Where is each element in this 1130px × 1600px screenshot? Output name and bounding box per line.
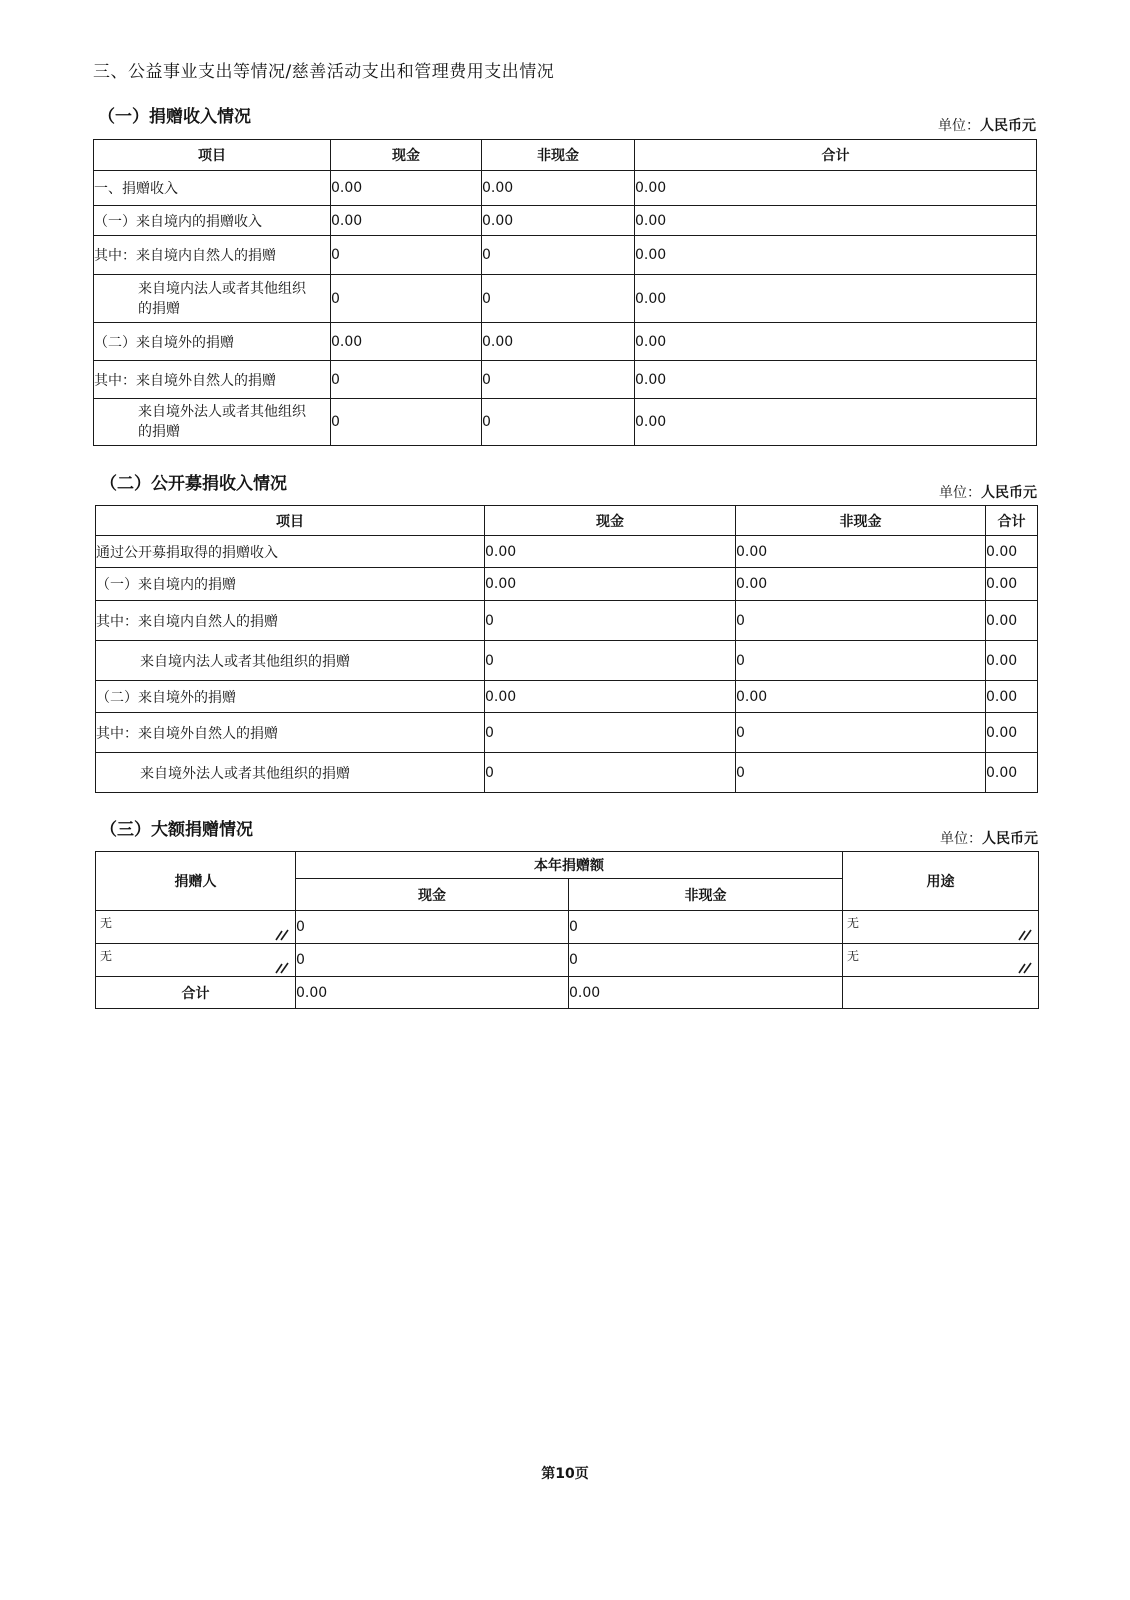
table-row	[96, 601, 1038, 641]
row-label: 一、捐赠收入	[94, 171, 331, 206]
unit-label	[940, 828, 1038, 848]
table-header-row	[96, 506, 1038, 536]
column-header-non-cash: 非现金	[569, 879, 843, 911]
total-cell: 0.00	[635, 361, 1037, 399]
total-cell: 0.00	[635, 275, 1037, 323]
cash-cell: 0.00	[485, 681, 736, 713]
total-cell: 0.00	[986, 536, 1038, 568]
table-row	[96, 568, 1038, 601]
unit-prefix: 单位：	[939, 485, 981, 501]
column-header-total: 合计	[635, 140, 1037, 171]
total-cell: 0.00	[986, 568, 1038, 601]
table-row	[94, 206, 1037, 236]
row-label: （一）来自境内的捐赠收入	[94, 206, 331, 236]
purpose-text: 无	[847, 948, 860, 963]
section-heading-large-donations: （三）大额捐赠情况	[100, 820, 253, 840]
slash-mark-icon	[274, 927, 290, 941]
non-cash-cell: 0.00	[736, 536, 986, 568]
total-non-cash-cell: 0.00	[569, 977, 843, 1009]
total-label: 合计	[96, 977, 296, 1009]
section-heading-donation-income: （一）捐赠收入情况	[98, 107, 251, 127]
column-header-total: 合计	[986, 506, 1038, 536]
column-header-item: 项目	[96, 506, 485, 536]
table-row	[94, 236, 1037, 275]
non-cash-cell: 0.00	[482, 171, 635, 206]
table-row	[96, 536, 1038, 568]
table-row	[94, 399, 1037, 446]
total-cell: 0.00	[986, 641, 1038, 681]
slash-mark-icon	[274, 960, 290, 974]
row-label: 通过公开募捐取得的捐赠收入	[96, 536, 485, 568]
table-row	[96, 753, 1038, 793]
row-label-cell	[94, 399, 331, 446]
row-label: 其中：来自境内自然人的捐赠	[94, 236, 331, 275]
unit-value: 人民币元	[981, 485, 1037, 501]
cash-cell: 0	[296, 911, 569, 944]
cash-cell: 0	[485, 753, 736, 793]
table-header-row	[94, 140, 1037, 171]
table-row	[96, 681, 1038, 713]
total-cell: 0.00	[635, 236, 1037, 275]
row-label: 其中：来自境外自然人的捐赠	[96, 713, 485, 753]
table-row	[94, 275, 1037, 323]
cash-cell: 0.00	[331, 206, 482, 236]
row-label: 来自境内法人或者其他组织的捐赠	[96, 641, 485, 681]
column-header-cash: 现金	[296, 879, 569, 911]
row-label: 其中：来自境外自然人的捐赠	[94, 361, 331, 399]
donor-cell	[96, 911, 296, 944]
total-cash-cell: 0.00	[296, 977, 569, 1009]
total-cell: 0.00	[635, 206, 1037, 236]
table-total-row	[96, 977, 1039, 1009]
cash-cell: 0.00	[331, 323, 482, 361]
non-cash-cell: 0.00	[736, 681, 986, 713]
total-cell: 0.00	[986, 681, 1038, 713]
donor-cell	[96, 944, 296, 977]
unit-prefix: 单位：	[938, 118, 980, 134]
total-cell: 0.00	[986, 713, 1038, 753]
column-header-non-cash: 非现金	[736, 506, 986, 536]
total-cell: 0.00	[635, 399, 1037, 446]
donation-income-table	[93, 139, 1037, 446]
non-cash-cell: 0	[482, 361, 635, 399]
page-number: 第10页	[541, 1466, 589, 1482]
total-cell: 0.00	[986, 753, 1038, 793]
column-header-item: 项目	[94, 140, 331, 171]
cash-cell: 0	[485, 713, 736, 753]
cash-cell: 0	[296, 944, 569, 977]
purpose-cell	[843, 911, 1039, 944]
non-cash-cell: 0	[736, 753, 986, 793]
purpose-text: 无	[847, 915, 860, 930]
total-cell: 0.00	[986, 601, 1038, 641]
donor-name: 无	[100, 948, 113, 963]
row-label: 来自境外法人或者其他组织的捐赠	[138, 404, 306, 440]
total-cell: 0.00	[635, 323, 1037, 361]
total-purpose-cell	[843, 977, 1039, 1009]
non-cash-cell: 0	[736, 641, 986, 681]
non-cash-cell: 0	[736, 601, 986, 641]
unit-label	[938, 115, 1036, 135]
row-label-cell	[94, 275, 331, 323]
cash-cell: 0	[331, 236, 482, 275]
non-cash-cell: 0	[482, 275, 635, 323]
non-cash-cell: 0	[736, 713, 986, 753]
table-header-row	[96, 852, 1039, 879]
row-label: 来自境内法人或者其他组织的捐赠	[138, 280, 306, 317]
section-heading-public-fundraising: （二）公开募捐收入情况	[100, 474, 287, 494]
row-label: 其中：来自境内自然人的捐赠	[96, 601, 485, 641]
column-header-cash: 现金	[485, 506, 736, 536]
table-row	[96, 911, 1039, 944]
cash-cell: 0.00	[331, 171, 482, 206]
column-header-amount-this-year: 本年捐赠额	[296, 852, 843, 879]
column-header-purpose: 用途	[843, 852, 1039, 911]
total-cell: 0.00	[635, 171, 1037, 206]
table-row	[94, 323, 1037, 361]
non-cash-cell: 0.00	[482, 206, 635, 236]
table-row	[94, 361, 1037, 399]
large-donations-table	[95, 851, 1039, 1009]
row-label: （二）来自境外的捐赠	[96, 681, 485, 713]
cash-cell: 0.00	[485, 536, 736, 568]
table-row	[96, 944, 1039, 977]
non-cash-cell: 0.00	[482, 323, 635, 361]
page-title: 三、公益事业支出等情况/慈善活动支出和管理费用支出情况	[93, 62, 555, 82]
unit-value: 人民币元	[980, 118, 1036, 134]
row-label: （二）来自境外的捐赠	[94, 323, 331, 361]
cash-cell: 0.00	[485, 568, 736, 601]
unit-prefix: 单位：	[940, 831, 982, 847]
unit-value: 人民币元	[982, 831, 1038, 847]
column-header-donor: 捐赠人	[96, 852, 296, 911]
row-label: （一）来自境内的捐赠	[96, 568, 485, 601]
donor-name: 无	[100, 915, 113, 930]
table-row	[96, 641, 1038, 681]
cash-cell: 0	[485, 601, 736, 641]
non-cash-cell: 0	[482, 399, 635, 446]
cash-cell: 0	[485, 641, 736, 681]
non-cash-cell: 0	[569, 944, 843, 977]
table-row	[96, 713, 1038, 753]
cash-cell: 0	[331, 275, 482, 323]
non-cash-cell: 0	[482, 236, 635, 275]
public-fundraising-income-table	[95, 505, 1038, 793]
cash-cell: 0	[331, 399, 482, 446]
cash-cell: 0	[331, 361, 482, 399]
slash-mark-icon	[1017, 960, 1033, 974]
slash-mark-icon	[1017, 927, 1033, 941]
purpose-cell	[843, 944, 1039, 977]
non-cash-cell: 0	[569, 911, 843, 944]
column-header-non-cash: 非现金	[482, 140, 635, 171]
table-row	[94, 171, 1037, 206]
column-header-cash: 现金	[331, 140, 482, 171]
unit-label	[939, 482, 1037, 502]
row-label: 来自境外法人或者其他组织的捐赠	[96, 753, 485, 793]
non-cash-cell: 0.00	[736, 568, 986, 601]
